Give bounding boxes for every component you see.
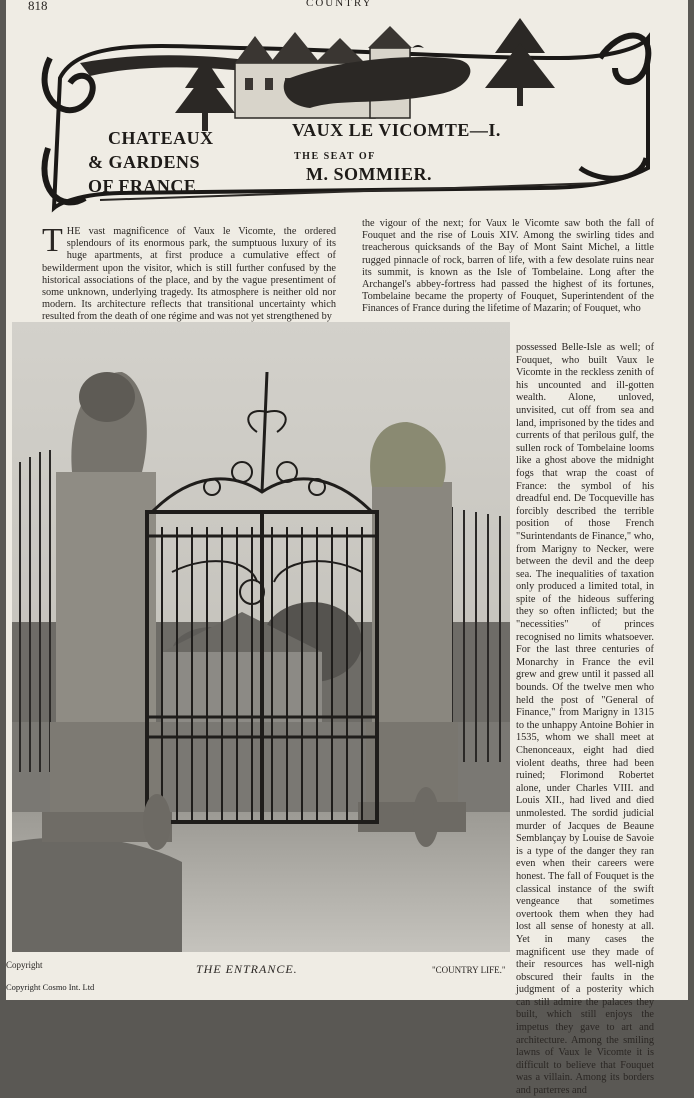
right-stone-pillar: [358, 422, 466, 832]
grass-verge: [12, 837, 182, 952]
article-right-column-text: possessed Belle-Isle as well; of Fouquet, who built Vaux le Vicomte in the reckless zenith of his uncounted and ill-gotten wealth. Alone, unloved, unvisited, cut off from sea and land, imprisoned by the tides and currents of that perilous gulf, the sullen rock of Tombelaine looms like a ghost above the midnight fogs that wrap the coast of France: the symbol of his dreadful end. De Tocqueville has forcibly described the terrible position of those French "Surintendants de Finance," who, from Marigny to Necker, were between the devil and the deep sea. The inequalities of taxation only produced a limited total, in spite of the hideous suffering they so often inflicted; but the "necessities" of princes recognised no limits whatsoever. For the last three centuries of Monarchy in France the evil grew and grew until it passed all bounds. Of the twelve men who held the post of "General of Finance," from Marigny in 1315 to the unhappy Antoine Bohier in 1535, whom we shall meet at Chenonceaux, eight had died violent deaths, three had been ruined; Florimond Robertet alone, under Charles VIII. and Louis XII., had lived and died unmolested. The sordid judicial murder of Jacques de Beaune Semblançay by Louise de Savoie is a type of the danger they ran even when their careers were honest. The fall of Fouquet is the classical instance of the swift vengeance that sometimes overtook them when they had lost all sense of honesty at all. Yet in many cases the magnificent use they made of their resources has well-nigh obscured their faults in the judgment of a posterity which can still admire the palaces they built, which still enjoys the impetus they gave to art and architecture. Among the smiling lawns of Vaux le Vicomte it is difficult to believe that Fouquet was a villain. Among its borders and parterres and: [516, 342, 654, 1097]
bird-icon: [412, 45, 424, 48]
page-number: 818: [28, 0, 48, 13]
title-left-line1: CHATEAUX: [108, 128, 214, 148]
distant-chateau: [162, 652, 322, 722]
left-bollard: [143, 794, 171, 850]
article-right-top-text: the vigour of the next; for Vaux le Vicomte saw both the fall of Fouquet and the rise of Louis XIV. Among the swirling tides and treacherous quicksands of the Bay of Mont Saint Michel, a little rugged pinnacle of rock, barren of life, with a few desolate ruins near its summit, is known as the Isle of Tombelaine. Long after the Archangel's abbey-fortress had passed the highest of its fortunes, Tombelaine became the property of Fouquet, Superintendent of the Finances of France during the lifetime of Mazarin; of Fouquet, who: [362, 218, 654, 315]
article-right-column: [516, 342, 654, 1098]
title-right-line2: THE SEAT OF: [294, 151, 376, 162]
right-bollard: [413, 787, 439, 847]
title-left-line3: OF FRANCE: [88, 176, 197, 196]
photo-copyright: Copyright: [6, 960, 43, 970]
article-intro-column: [42, 222, 336, 324]
title-left-line2: & GARDENS: [88, 152, 201, 172]
title-right-line3: M. SOMMIER.: [306, 164, 432, 184]
drop-cap: T: [42, 222, 63, 259]
magazine-page: [6, 0, 688, 1097]
title-right-line1: VAUX LE VICOMTE—I.: [292, 120, 501, 140]
entrance-photograph: [12, 322, 510, 952]
photo-credit: "COUNTRY LIFE.": [432, 965, 506, 975]
watermark: Copyright Cosmo Int. Ltd: [6, 982, 95, 992]
photo-caption: THE ENTRANCE.: [196, 962, 298, 976]
article-intro-text: HE vast magnificence of Vaux le Vicomte, the ordered splendours of its enormous park, the sumptuous luxury of its huge apartments, at first produce a cumulative effect of bewilderment upon the visitor, which is still further confused by the historical associations of the place, and by the vague presentiment of some unknown, underlying tragedy. Its atmosphere is neither old nor modern. Its architecture reflects that transitional uncertainty which resulted from the death of one régime and was not yet strengthened by: [42, 226, 336, 323]
article-right-top: [362, 218, 654, 316]
running-head: COUNTRY: [306, 0, 373, 9]
